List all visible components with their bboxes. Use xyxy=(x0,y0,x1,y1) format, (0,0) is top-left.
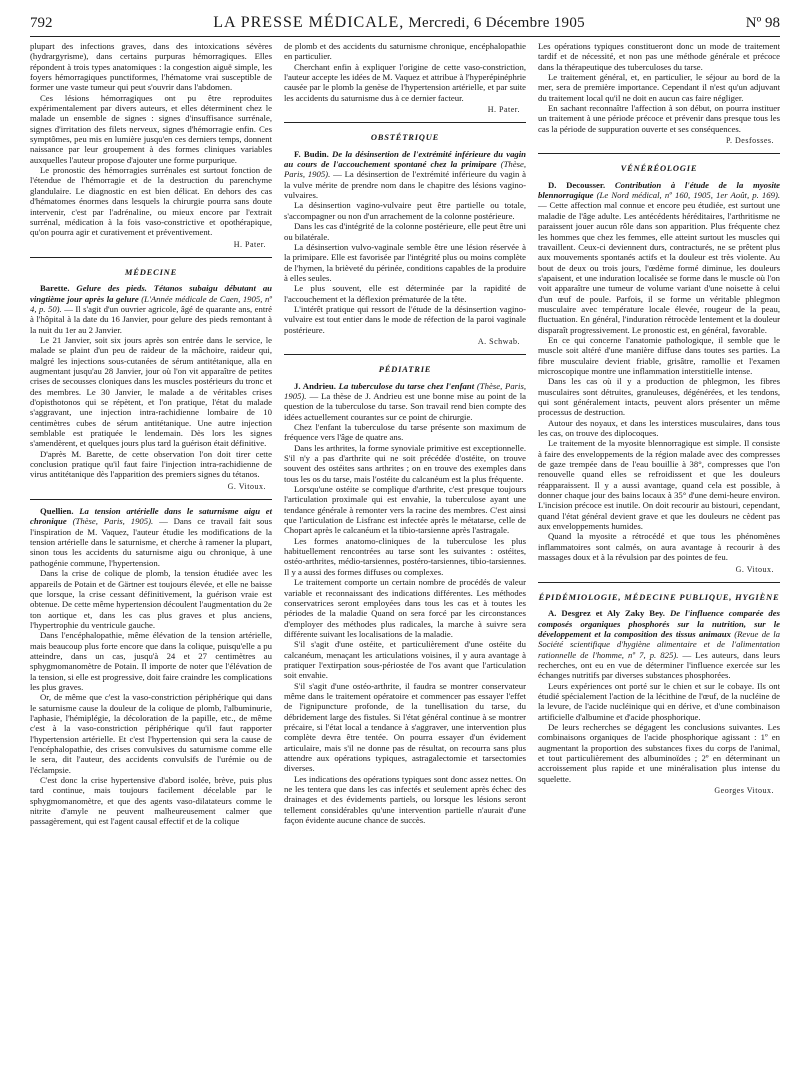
section-heading-epidemiologie: ÉPIDÉMIOLOGIE, MÉDECINE PUBLIQUE, HYGIÈNE xyxy=(538,591,780,602)
paragraph: L'intérêt pratique qui ressort de l'étude de la désinsertion vagino-vulvaire est tout entier dans le mode de réfection de la paroi vaginale postérieure. xyxy=(284,303,526,335)
paragraph: Dans les cas d'intégrité de la colonne postérieure, elle peut être uni ou bilatérale. xyxy=(284,221,526,242)
abstract-author: A. Desgrez et Aly Zaky Bey. xyxy=(548,608,665,619)
abstract-quellien xyxy=(30,506,272,568)
abstract-reference: (Thèse, Paris, 1905). xyxy=(284,159,527,180)
paragraph: Dans les cas où il y a production de phlegmon, les fibres musculaires sont détruites, granuleuses, dégénérées, et les tendons, qui sont généralement intacts, peuvent alors présenter un même processus de destruction. xyxy=(538,376,780,418)
abstract-andrieu xyxy=(284,381,526,422)
author-signature: G. Vitoux. xyxy=(227,481,266,491)
paragraph: Le traitement comporte un certain nombre de procédés de valeur variable et reconnaissant des indications différentes. Les méthodes conservatrices seront employées dans tous les cas et à toutes les périodes de la maladie Quand on sera forcé par les circonstances d'employer des méthodes plus radicales, la marche à suivre sera différente suivant les localisations de la maladie. xyxy=(284,577,526,639)
abstract-title: De l'influence comparée des composés organiques phosphorés sur la nutrition, sur le développement et la composition des tissus animaux xyxy=(538,608,780,639)
abstract-text: — Il s'agit d'un ouvrier agricole, âgé de quarante ans, entré à l'hôpital à la date du 16 Janvier, pour gelure des pieds remontant à la nuit du 1er au 2 Janvier. xyxy=(30,303,273,335)
abstract-reference: (Le Nord médical, nº 160, 1905, 1er Août, p. 169). xyxy=(596,190,780,201)
paragraph: S'il s'agit d'une ostéite, et particulièrement d'une ostéite du calcanéum, menaçant les articulations voisines, il y aura avantage à pratiquer l'extirpation sous-périostée de l'os avant que l'articulation soit envahie. xyxy=(284,639,526,681)
divider xyxy=(538,153,780,154)
paragraph: Lorsqu'une ostéite se complique d'arthrite, c'est presque toujours l'articulation proximale qui est envahie, la tuberculose ayant une tendance générale à remonter vers la racine des membres. C'est ainsi que l'articulation de Lisfranc est infectée après le métatarse, celle de Chopart après le calcanéum et la tibio-tarsienne après l'astragale. xyxy=(284,484,526,536)
page-number: 792 xyxy=(30,15,53,31)
paragraph: Les opérations typiques constitueront donc un mode de traitement tardif et de nécessité, et non pas une méthode générale et précoce dans la thérapeutique des tuberculoses du tarse. xyxy=(538,41,780,72)
paragraph: De leurs recherches se dégagent les conclusions suivantes. Les combinaisons organiques de l'acide phosphorique agissant : 1º en augmentant la proportion des substances fixes du corps de l'animal, et tout particulièrement des albuminoïdes ; 2º en déterminant un accroissement plus rapide et une minéralisation plus intense du squelette. xyxy=(538,721,780,784)
paragraph: Le traitement général, et, en particulier, le séjour au bord de la mer, sera de première importance. Cependant il n'est qu'un adjuvant du traitement local qu'il ne doit en aucun cas faire négliger. xyxy=(538,72,780,103)
abstract-title: De la désinsertion de l'extrémité inférieure du vagin au cours de l'accouchement spontané chez la primipare xyxy=(284,148,526,170)
paragraph: Le traitement de la myosite blennorragique est simple. Il consiste à faire des enveloppements de la région malade avec des compresses de gaze trempée dans de l'eau bouillie à 38°, compresses que l'on renouvelle quand elles se refroidissent et que les douleurs réapparaissent. Il y a aussi avantage, quand cela est possible, à donner chaque jour des bains locaux à 35° d'une demi-heure environ. L'incision précoce est inutile. On doit recourir au bistouri, cependant, quand l'état général devient grave et que les douleurs ne cèdent pas aux enveloppements humides. xyxy=(538,438,780,532)
paragraph: Autour des noyaux, et dans les interstices musculaires, dans tous les cas, on trouve des diplocoques. xyxy=(538,417,780,439)
paragraph: de plomb et des accidents du saturnisme chronique, encéphalopathie en particulier. xyxy=(284,41,526,62)
paragraph: Les indications des opérations typiques sont donc assez nettes. On ne les tentera que dans les cas infectés et seulement après échec des drainages et des évidements partiels, ou lorsque les lésions seront tellement considérables qu'une intervention partielle n'aurait d'une façon évidente aucune chance de succès. xyxy=(284,773,526,826)
paragraph: Or, de même que c'est la vaso-constriction périphérique qui dans le saturnisme cause la douleur de la colique de plomb, l'albuminurie, l'aphasie, l'hémiplégie, la décoloration de la papille, etc., de même c'est à la vaso-constriction périphérique qu'il faut rapporter l'hypertension artérielle. Et c'est l'hypertension qui sera la cause de l'encéphalopathie, des crises convulsives du saturnisme comme elle le sera, dit l'auteur, des accidents convulsifs de l'urémie ou de l'éclampsie. xyxy=(30,692,272,775)
paragraph: La désinsertion vagino-vulvaire peut être partielle ou totale, s'accompagner ou non d'un arrachement de la colonne postérieure. xyxy=(284,200,526,221)
section-heading-pediatrie: PÉDIATRIE xyxy=(378,364,432,375)
author-signature: P. Desfosses. xyxy=(725,136,774,146)
paragraph: Cherchant enfin à expliquer l'origine de cette vaso-constriction, l'auteur accepte les idées de M. Vaquez et attribue à l'hyperépinéphrie causée par le plomb la genèse de l'hypertension artérielle, et par suite les accidents du saturnisme dus à ce dernier facteur. xyxy=(284,61,526,103)
abstract-text: — La désinsertion de l'extrémité inférieure du vagin à la vulve mérite de prendre nom dans le chapitre des lésions vagino-vulvaires. xyxy=(284,169,527,201)
paragraph: Le 21 Janvier, soit six jours après son entrée dans le service, le malade se plaint d'un peu de raideur de la mâchoire, raideur qui, malgré les injections sous-cutanées de sérum antitétanique, alla en augmentant jusqu'au 28 Janvier, jour où l'on vit apparaître de petites crises de secousses cloniques dans les muscles postérieurs du tronc et des membres. Le 30 Janvier, le malade a de véritables crises d'opisthotonos qui se répètent, et l'on pratique, l'état du malade s'aggravant, une injection intra-rachidienne lombaire de 10 centimètres cubes de sérum antitétanique. Une autre injection semblable est pratiquée le lendemain. Dès lors les signes s'amendèrent, et quelques jours plus tard la guérison était définitive. xyxy=(30,334,272,449)
paragraph: Les formes anatomo-cliniques de la tuberculose les plus habituellement rencontrées au tarse sont les suivantes : ostéites, ostéo-arthrites, médio-tarsiennes, postéro-tarsiennes, tibio-tarsiennes. Il y a aussi des formes diffuses ou complexes. xyxy=(284,535,526,577)
paragraph: Dans la crise de colique de plomb, la tension étudiée avec les appareils de Potain et de Gärtner est toujours élevée, et elle ne baisse que lorsque, la crise cessant définitivement, la guérison vraie est obtenue. De cette même hypertension découlent l'augmentation du 2e ton aortique et, dans les cas plus graves et plus anciens, l'hypertrophie du ventricule gauche. xyxy=(30,568,272,630)
paragraph: plupart des infections graves, dans des intoxications sévères (hydrargyrisme), dans certains purpuras hémorragiques. Elles répondent à trois types anatomiques : la congestion aiguë simple, les foyers hémorragiques punctiformes, l'hématome vrai susceptible de former une vaste tumeur qui peut s'ouvrir dans l'abdomen. xyxy=(30,41,272,93)
abstract-text: — Cette affection mal connue et encore peu étudiée, est surtout une maladie de l'âge adulte. Les antécédents héréditaires, l'arthritisme ne paraissent jouer aucun rôle dans son apparition. Plus fréquente chez les hommes que chez les femmes, elle atteint surtout les muscles qui travaillent. Ceux-ci deviennent durs, contracturés, ne se prêtent plus aux mouvements spontanés actifs et la douleur est très violente. Au bout de deux ou trois jours, l'œdème formé diminue, les douleurs s'apaisent, et une induration localisée se forme dans le muscle où l'on voit apparaître une tumeur de volume variant d'une noisette à celui d'un œuf de poule. Parfois, il se forme un véritable phlegmon musculaire avec température locale élevée, rougeur de la peau, fluctuation. En général, l'induration rétrocède lentement et la douleur disparaît progressivement. Le pronostic est, en général, favorable. xyxy=(538,200,780,335)
abstract-title: Contribution à l'étude de la myosite blennorragique xyxy=(538,179,780,201)
abstract-author: D. Decousser. xyxy=(548,179,606,190)
article-columns xyxy=(30,41,780,1071)
journal-name: LA PRESSE MÉDICALE, xyxy=(213,14,405,31)
paragraph: En sachant reconnaître l'affection à son début, on pourra instituer un traitement à une période précoce et prévenir dans presque tous les cas la période de suppuration ouverte et ses conséquences. xyxy=(538,103,780,134)
abstract-text: — La thèse de J. Andrieu est une bonne mise au point de la question de la tuberculose du tarse. Son travail rend bien compte des idées actuellement courantes sur ce point de chirurgie. xyxy=(284,390,526,422)
author-signature: H. Pater. xyxy=(487,105,520,115)
divider xyxy=(284,354,526,355)
abstract-reference: (L'Année médicale de Caen, 1905, nº 4, p. 50). xyxy=(30,293,272,314)
paragraph: Dans les arthrites, la forme synoviale primitive est exceptionnelle. S'il n'y a pas d'arthrite qui ne soit précédée d'ostéite, on trouve souvent des ostéites sans arthrites ; on en trouve des exemples dans tous les os du tarse, mais l'ostéite du calcanéum est la plus fréquente. xyxy=(284,442,526,484)
abstract-author: Quellien. xyxy=(40,506,74,517)
paragraph: Chez l'enfant la tuberculose du tarse présente son maximum de fréquence vers l'âge de quatre ans. xyxy=(284,422,526,443)
abstract-text: — Les auteurs, dans leurs recherches, ont eu en vue de déterminer l'influence exercée sur les échanges nutritifs par diverses substances phosphorées. xyxy=(538,649,780,681)
paragraph: Leurs expériences ont porté sur le chien et sur le cobaye. Ils ont étudié spécialement l'action de la lécithine de l'œuf, de la nucléine de la levure, de l'acide nucléinique qui en dérive, et d'une combinaison artificielle d'albumine et d'acide phosphorique. xyxy=(538,680,780,722)
abstract-desgrez xyxy=(538,608,780,680)
abstract-text: — Dans ce travail fait sous l'inspiration de M. Vaquez, l'auteur étudie les modifications de la tension artérielle dans le saturnisme, et cherche à ramener la plupart, sinon tous les accidents du saturnisme aigu ou chronique, à une pathogénie commune, l'hypertension. xyxy=(30,516,273,568)
abstract-reference: (Thèse, Paris, 1905). xyxy=(284,380,527,401)
divider xyxy=(30,257,272,258)
divider xyxy=(30,499,272,500)
abstract-title: La tuberculose du tarse chez l'enfant xyxy=(338,380,475,391)
column-right xyxy=(538,41,780,1071)
abstract-decousser xyxy=(538,180,780,335)
section-heading-medecine: MÉDECINE xyxy=(124,266,178,277)
abstract-author: Barette. xyxy=(40,283,70,294)
running-title xyxy=(213,14,585,32)
abstract-title: Gelure des pieds. Tétanos subaigu débutant au vingtième jour après la gelure xyxy=(30,283,272,304)
issue-number: Nº 98 xyxy=(745,15,780,31)
paragraph: Le plus souvent, elle est déterminée par la rapidité de l'accouchement et la déflexion prématurée de la tête. xyxy=(284,283,526,304)
abstract-reference: (Thèse, Paris, 1905). xyxy=(72,516,154,527)
author-signature: A. Schwab. xyxy=(477,336,520,346)
author-signature: Georges Vitoux. xyxy=(714,786,774,796)
divider xyxy=(538,582,780,583)
paragraph: En ce qui concerne l'anatomie pathologique, il semble que le muscle soit altéré d'une manière diffuse dans toutes ses parties. La fibre musculaire devient friable, grisâtre, ramollie et l'examen microscopique montre une inflammation interstitielle intense. xyxy=(538,334,780,376)
abstract-title: La tension artérielle dans le saturnisme aigu et chronique xyxy=(30,506,273,527)
abstract-barette xyxy=(30,283,272,335)
paragraph: Ces lésions hémorragiques ont pu être reproduites expérimentalement par divers auteurs, et elles déterminent chez le malade un ensemble de signes : signes d'insuffisance surrénale, signes d'irritation des filets nerveux, signes d'hémorragie enfin. Ces symptômes, peu mis en lumière jusqu'en ces derniers temps, donnent naissance par leur groupement à des formes cliniques variables auxquelles l'auteur propose d'ajouter une forme purpurique. xyxy=(30,92,272,165)
paragraph: Le pronostic des hémorragies surrénales est surtout fonction de l'étendue de l'hémorragie et de la destruction du parenchyme glandulaire. Le diagnostic en est bien délicat. En dehors des cas d'hématomes énormes dans lesquels la chirurgie pourra sans doute intervenir, c'est par l'adrénaline, ou mieux encore par l'extrait surrénal, médication à la fois vaso-constrictive et opothérapique, qu'on pourra agir et curativement et préventivement. xyxy=(30,165,272,238)
section-heading-obstetrique: OBSTÉTRIQUE xyxy=(370,132,440,143)
issue-date: Mercredi, 6 Décembre 1905 xyxy=(408,15,585,31)
column-left xyxy=(30,41,272,1071)
section-heading-venereologie: VÉNÉRÉOLOGIE xyxy=(620,163,698,174)
abstract-author: F. Budin. xyxy=(294,148,329,159)
paragraph: D'après M. Barette, de cette observation l'on doit tirer cette conclusion pratique qu'il faut faire l'injection intra-rachidienne de virus antitétanique dès l'apparition des premiers signes du tétanos. xyxy=(30,448,272,480)
author-signature: H. Pater. xyxy=(233,239,266,249)
abstract-author: J. Andrieu. xyxy=(294,380,336,391)
author-signature: G. Vitoux. xyxy=(735,564,774,574)
paragraph: C'est donc la crise hypertensive d'abord isolée, brève, puis plus tard continue, mais toujours facilement décelable par le sphygmomanomètre, et que des agents vaso-dilatateurs comme le nitrite d'amyle ne peuvent malheureusement calmer que passagèrement, qui est l'agent causal effectif et de la colique xyxy=(30,775,272,827)
divider xyxy=(284,122,526,123)
column-middle xyxy=(284,41,526,1071)
paragraph: S'il s'agit d'une ostéo-arthrite, il faudra se montrer conservateur même dans le traitement opératoire et commencer pas essayer l'effet de l'ignipuncture profonde, de la tunellisation du tarse, du débridement large des fistules. Si l'état général continue à se montrer précaire, si l'état local a tendance à s'aggraver, une intervention plus complète devra être tentée. On pourra essayer d'un évidement articulaire, mais s'il ne donne pas de résultat, on recourra sans plus attendre aux opérations typiques, astragalectomie et tarsectomies diverses. xyxy=(284,680,526,774)
paragraph: Quand la myosite a rétrocédé et que tous les phénomènes inflammatoires sont calmés, on aura avantage à recourir à des massages doux et à la révulsion par des pointes de feu. xyxy=(538,531,780,563)
page-header xyxy=(30,14,780,37)
abstract-reference: (Revue de la Société scientifique d'hygiène alimentaire et de l'alimentation rationnelle de l'homme, nº 7, p. 825). xyxy=(538,628,780,660)
paragraph: Dans l'encéphalopathie, même élévation de la tension artérielle, mais beaucoup plus forte encore que dans la colique, puisqu'elle a pu atteindre, dans un cas, jusqu'à 24 et 27 centimètres au sphygmomanomètre de Potain. Il importe de noter que l'élévation de la tension, si elle est progressive, doit faire craindre les complications les plus graves. xyxy=(30,630,272,692)
paragraph: La désinsertion vulvo-vaginale semble être une lésion réservée à la primipare. Elle est favorisée par l'intégrité plus ou moins complète de l'hymen, la brièveté du périnée, conditions capables de la produire à elles seules. xyxy=(284,241,526,283)
abstract-budin xyxy=(284,149,526,201)
